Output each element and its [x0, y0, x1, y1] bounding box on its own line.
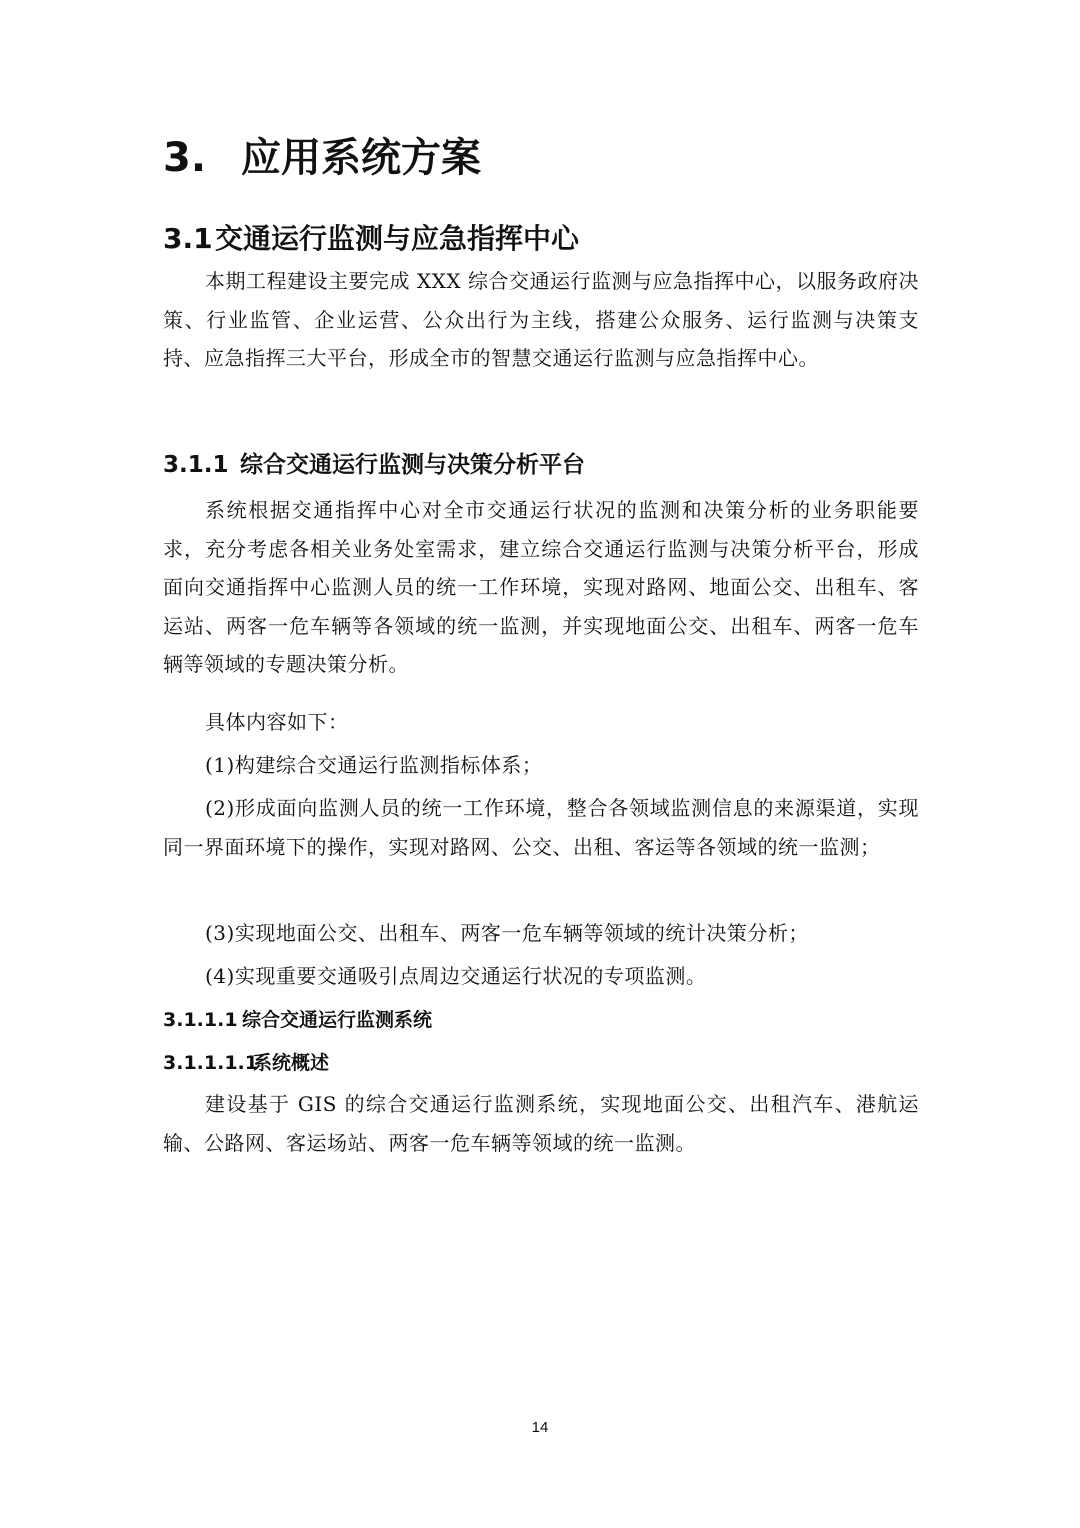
section-heading: [163, 218, 579, 260]
list-item-4: (4)实现重要交通吸引点周边交通运行状况的专项监测。: [205, 964, 707, 988]
subsection-title: 综合交通运行监测与决策分析平台: [240, 452, 585, 478]
list-item-1: (1)构建综合交通运行监测指标体系；: [205, 753, 543, 777]
subsection-number: 3.1.1: [163, 452, 229, 478]
section-title: 交通运行监测与应急指挥中心: [215, 222, 580, 255]
chapter-number: 3.: [163, 135, 207, 181]
list-item-3: (3)实现地面公交、出租车、两客一危车辆等领域的统计决策分析；: [205, 921, 809, 945]
subsubsubsection-number: 3.1.1.1.1: [163, 1052, 258, 1074]
subsubsubsection-heading: [163, 1048, 329, 1078]
list-item-2: (2)形成面向监测人员的统一工作环境，整合各领域监测信息的来源渠道，实现同一界面环境下的操作，实现对路网、公交、出租、客运等各领域的统一监测；: [163, 796, 919, 859]
section-intro-paragraph: 本期工程建设主要完成 XXX 综合交通运行监测与应急指挥中心，以服务政府决策、行业监管、企业运营、公众出行为主线，搭建公众服务、运行监测与决策支持、应急指挥三大平台，形成全市的智慧交通运行监测与应急指挥中心。: [163, 269, 919, 370]
list-intro-paragraph: 具体内容如下：: [205, 710, 349, 734]
subsubsection-number: 3.1.1.1: [163, 1009, 238, 1031]
subsubsection-heading: [163, 1005, 432, 1035]
section-number: 3.1: [163, 222, 213, 255]
subsection-body-paragraph: 系统根据交通指挥中心对全市交通运行状况的监测和决策分析的业务职能要求，充分考虑各相关业务处室需求，建立综合交通运行监测与决策分析平台，形成面向交通指挥中心监测人员的统一工作环境，实现对路网、地面公交、出租车、客运站、两客一危车辆等各领域的统一监测，并实现地面公交、出租车、两客一危车辆等领域的专题决策分析。: [163, 498, 919, 676]
chapter-title: 应用系统方案: [241, 135, 481, 181]
page-number: 14: [531, 1419, 549, 1436]
chapter-heading: [163, 130, 481, 186]
subsection-heading: [163, 448, 585, 482]
subsubsection-title: 综合交通运行监测系统: [242, 1009, 433, 1031]
overview-paragraph: 建设基于 GIS 的综合交通运行监测系统，实现地面公交、出租汽车、港航运输、公路网、客运场站、两客一危车辆等领域的统一监测。: [163, 1092, 919, 1155]
subsubsubsection-title: 系统概述: [253, 1052, 330, 1074]
